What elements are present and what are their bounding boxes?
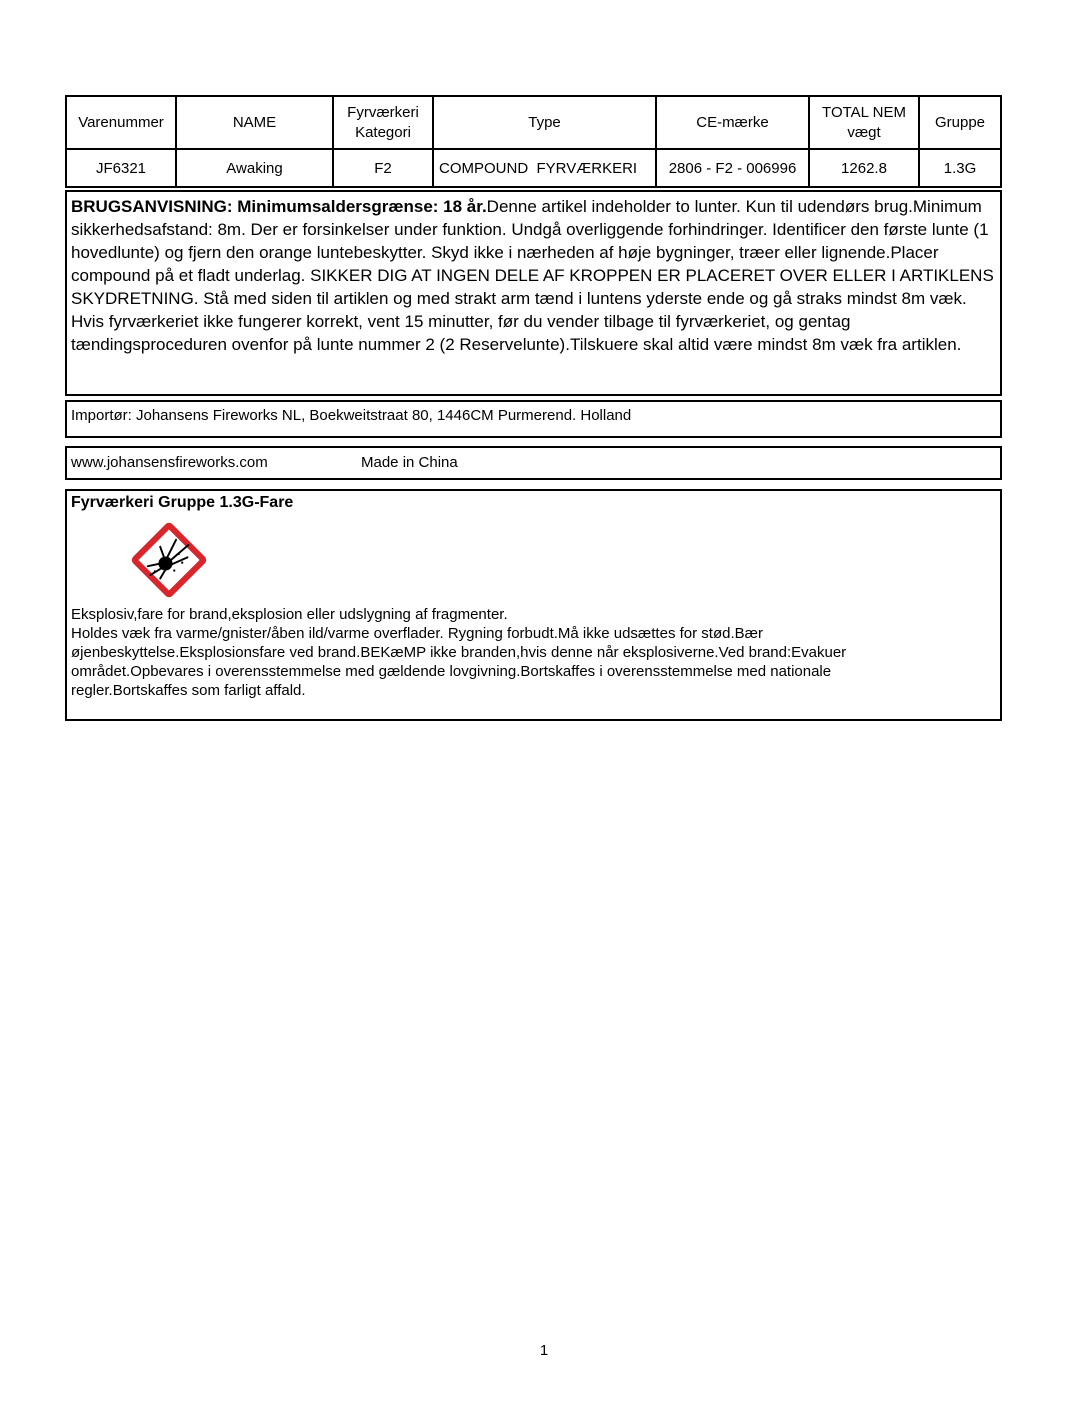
precaution-line: regler.Bortskaffes som farligt affald. [71,682,306,699]
hazard-statement-line: Eksplosiv,fare for brand,eksplosion eller udslygning af fragmenter. [71,606,508,623]
precaution-line: øjenbeskyttelse.Eksplosionsfare ved brand.BEKæMP ikke branden,hvis denne når eksplosiverne.Ved brand:Evakuer [71,644,847,661]
precaution-line: området.Opbevares i overensstemmelse med gældende lovgivning.Bortskaffes i overensstemmelse med nationale [71,663,832,680]
header-fyrvaerkeri-kategori: Fyrværkeri Kategori [333,96,433,149]
origin-box [65,446,1002,480]
cell-gruppe: 1.3G [919,149,1001,187]
product-table-data-row [66,149,1001,187]
precaution-line: Holdes væk fra varme/gnister/åben ild/varme overflader. Rygning forbudt.Må ikke udsættes for stød.Bær [71,625,763,642]
page-number: 1 [539,1342,549,1359]
label-sheet [65,95,1002,721]
header-varenummer: Varenummer [66,96,176,149]
made-in-label: Made in China [361,454,458,471]
header-ce-maerke: CE-mærke [656,96,809,149]
cell-kategori: F2 [333,149,433,187]
cell-ce-maerke: 2806 - F2 - 006996 [656,149,809,187]
hazard-statements [71,605,996,700]
header-name: NAME [176,96,333,149]
header-total-nem-vaegt: TOTAL NEM vægt [809,96,919,149]
ghs01-exploding-bomb-icon [125,515,213,605]
header-type: Type [433,96,656,149]
cell-type: COMPOUND FYRVÆRKERI [433,149,656,187]
importer-line: Importør: Johansens Fireworks NL, Boekweitstraat 80, 1446CM Purmerend. Holland [71,407,632,424]
instructions-body: Denne artikel indeholder to lunter. Kun til udendørs brug.Minimum sikkerhedsafstand: 8m. Der er forsinkelser under funktion. Undgå overliggende forhindringer. Identificer den første lunte (1 hovedlunte) og fjern den orange luntebeskytter. Skyd ikke i nærheden af høje bygninger, træer eller lignende.Placer compound på et fladt underlag. SIKKER DIG AT INGEN DELE AF KROPPEN ER PLACERET OVER ELLER I ARTIKLENS SKYDRETNING. Stå med siden til artiklen og med strakt arm tænd i luntens yderste ende og gå straks mindst 8m væk. Hvis fyrværkeriet ikke fungerer korrekt, vent 15 minutter, før du vender tilbage til fyrværkeriet, og gentag tændingsproceduren ovenfor på lunte nummer 2 (2 Reservelunte).Tilskuere skal altid være mindst 8m væk fra artiklen. [71,197,994,354]
importer-box [65,400,1002,438]
product-table [65,95,1002,188]
cell-varenummer: JF6321 [66,149,176,187]
header-gruppe: Gruppe [919,96,1001,149]
hazard-group-title: Fyrværkeri Gruppe 1.3G-Fare [71,494,294,511]
cell-name: Awaking [176,149,333,187]
product-table-header-row [66,96,1001,149]
usage-instructions-box [65,190,1002,396]
instructions-bold-lead: BRUGSANVISNING: Minimumsaldersgrænse: 18 år. [71,197,487,216]
cell-nem-vaegt: 1262.8 [809,149,919,187]
website-text: www.johansensfireworks.com [71,454,268,471]
hazard-box [65,489,1002,721]
